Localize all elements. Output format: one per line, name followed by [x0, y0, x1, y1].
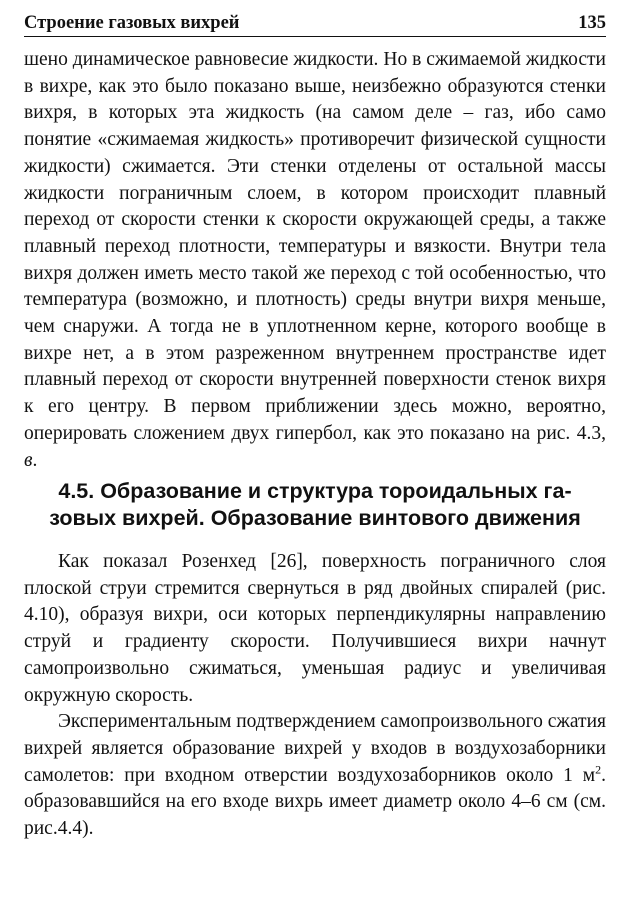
paragraph-1-end: . — [32, 449, 38, 471]
section-body — [24, 549, 606, 843]
paragraph-3-part-1: Экспериментальным подтверждением самопроизвольного сжатия вихрей является образование вихрей у входов в воздухозаборники самолетов: при входном отверстии воздухозаборников около 1 м — [24, 711, 606, 786]
running-header — [24, 12, 606, 37]
paragraph-2: Как показал Розенхед [26], поверхность пограничного слоя плоской струи стремится свернуться в ряд двойных спиралей (рис. 4.10), образуя вихри, оси которых перпендикулярны направлению струй и градиенту скорости. Получившиеся вихри начнут самопроизвольно сжиматься, уменьшая радиус и увеличивая окружную скорость. — [24, 551, 606, 706]
paragraph-1 — [24, 47, 606, 474]
figure-ref-italic: в — [24, 449, 33, 471]
paragraph-3 — [24, 709, 606, 843]
paragraph-3-part-2: . образовавшийся на его входе вихрь имеет диаметр около 4–6 см (см. рис.4.4). — [24, 764, 606, 840]
section-heading-line-1: 4.5. Образование и структура тороидальных га- — [58, 479, 572, 503]
running-title: Строение газовых вихрей — [24, 13, 240, 33]
section-heading — [24, 478, 606, 532]
section-heading-line-2: зовых вихрей. Образование винтового движения — [49, 506, 581, 530]
paragraph-1-text: шено динамическое равновесие жидкости. Но в сжимаемой жидкости в вихре, как это было показано выше, неизбежно образуются стенки вихря, в которых эта жидкость (на самом деле – газ, ибо само понятие «сжимаемая жидкость» противоречит физической сущности жидкости) сжимается. Эти стенки отделены от остальной массы жидкости пограничным слоем, в котором происходит плавный переход от скорости стенки к скорости окружающей среды, а также плавный переход плотности, температуры и вязкости. Внутри тела вихря должен иметь место такой же переход с той особенностью, что температура (возможно, и плотность) среды внутри вихря меньше, чем снаружи. А тогда не в уплотненном керне, которого вообще в вихре нет, а в этом разреженном внутреннем пространстве идет плавный переход от скорости внутренней поверхности стенок вихря к его центру. В первом приближении здесь можно, вероятно, оперировать сложением двух гипербол, как это показано на рис. 4.3, — [24, 49, 606, 444]
page-number: 135 — [578, 13, 606, 33]
superscript-2: 2 — [595, 762, 602, 777]
